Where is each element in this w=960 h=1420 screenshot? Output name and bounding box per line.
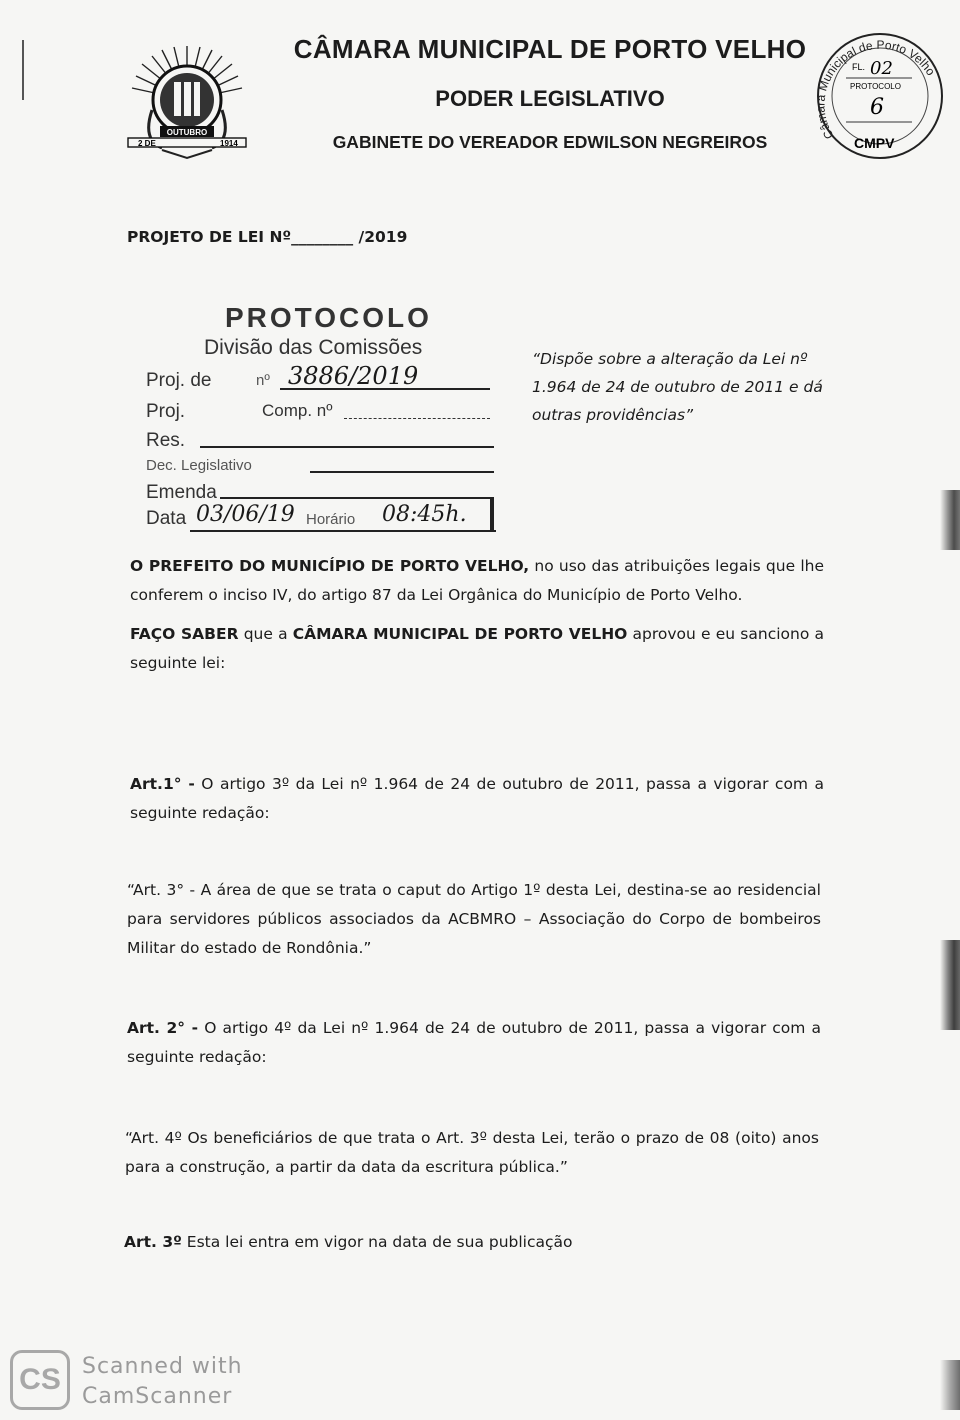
enactment-bold1: FAÇO SABER (130, 625, 239, 643)
article-3 (124, 1228, 818, 1257)
preamble-paragraph (130, 552, 824, 610)
seal-initial: 6 (870, 95, 884, 120)
horario-value: 08:45h. (382, 502, 467, 527)
protocol-seal-stamp (812, 26, 947, 166)
dec-label: Dec. Legislativo (146, 457, 252, 474)
crest-right-year: 1914 (220, 139, 238, 148)
article-3-quote (127, 876, 821, 963)
horario-label: Horário (306, 511, 356, 528)
article-4-quote-text: “Art. 4º Os beneficiários de que trata o Art. 3º desta Lei, terão o prazo de 08 (oito) anos para a construção, a partir da data da escritura pública.” (125, 1129, 819, 1176)
proj-number: 3886/2019 (288, 362, 419, 390)
scan-edge-artifact (940, 940, 960, 1030)
enactment-text1: que a (238, 625, 293, 643)
scan-mark (22, 40, 24, 100)
data-value: 03/06/19 (196, 502, 295, 527)
camscanner-logo-icon (10, 1350, 70, 1410)
header-title: CÂMARA MUNICIPAL DE PORTO VELHO (293, 34, 807, 64)
header-office: GABINETE DO VEREADOR EDWILSON NEGREIROS (332, 132, 768, 152)
res-label: Res. (146, 430, 186, 451)
seal-fl-value: 02 (870, 58, 893, 79)
article-2-text: O artigo 4º da Lei nº 1.964 de 24 de outubro de 2011, passa a vigorar com a seguinte redação: (127, 1019, 821, 1066)
protocol-division: Divisão das Comissões (204, 336, 423, 359)
enactment-paragraph (130, 620, 824, 678)
watermark-line1: Scanned with (82, 1354, 243, 1379)
header-subtitle: PODER LEGISLATIVO (435, 86, 665, 111)
article-1-text: O artigo 3º da Lei nº 1.964 de 24 de outubro de 2011, passa a vigorar com a seguinte redação: (130, 775, 824, 822)
proj-no-label: nº (256, 372, 270, 389)
article-2-label: Art. 2° - (127, 1019, 199, 1037)
article-2 (127, 1014, 821, 1072)
article-3-quote-text: “Art. 3° - A área de que se trata o caput do Artigo 1º desta Lei, destina-se ao residencial para servidores públicos associados da ACBMRO – Associação do Corpo de bombeiros Militar do estado de Rondônia.” (127, 881, 821, 957)
seal-ring-text: Câmara Municipal de Porto Velho (813, 37, 939, 142)
scan-edge-artifact (940, 490, 960, 550)
proj-label: Proj. de (146, 370, 212, 391)
seal-fl-label: FL. (852, 62, 866, 72)
article-1 (130, 770, 824, 828)
crest-banner: OUTUBRO (166, 128, 208, 137)
crest-left-year: 2 DE (138, 139, 156, 148)
camscanner-watermark (82, 1352, 243, 1412)
enactment-bold2: CÂMARA MUNICIPAL DE PORTO VELHO (292, 625, 628, 643)
scan-edge-artifact (940, 1360, 960, 1410)
preamble-text: no uso das atribuições legais que lhe conferem o inciso IV, do artigo 87 da Lei Orgânica do Município de Porto Velho. (130, 557, 824, 604)
proj2-comp: Comp. nº (262, 401, 333, 420)
ementa: “Dispõe sobre a alteração da Lei nº 1.964 de 24 de outubro de 2011 e dá outras providências” (532, 350, 823, 424)
seal-protocolo: PROTOCOLO (850, 82, 901, 91)
preamble-bold: O PREFEITO DO MUNICÍPIO DE PORTO VELHO, (130, 557, 530, 575)
data-label: Data (146, 508, 187, 529)
proj2-label: Proj. (146, 401, 186, 422)
enactment-text2: aprovou e eu sanciono a seguinte lei: (130, 625, 824, 672)
camscanner-logo-text: CS (19, 1363, 61, 1396)
article-4-quote (125, 1124, 819, 1182)
protocol-title: PROTOCOLO (225, 302, 432, 333)
protocol-stamp-box (140, 300, 500, 535)
seal-cmpv: CMPV (854, 135, 895, 151)
article-1-label: Art.1° - (130, 775, 195, 793)
emenda-label: Emenda (146, 482, 217, 503)
article-3-label: Art. 3º (124, 1233, 182, 1251)
municipal-crest-icon (122, 40, 252, 160)
bill-title: PROJETO DE LEI Nº________ /2019 (127, 228, 408, 246)
article-3-text: Esta lei entra em vigor na data de sua publicação (181, 1233, 573, 1251)
watermark-line2: CamScanner (82, 1384, 233, 1409)
